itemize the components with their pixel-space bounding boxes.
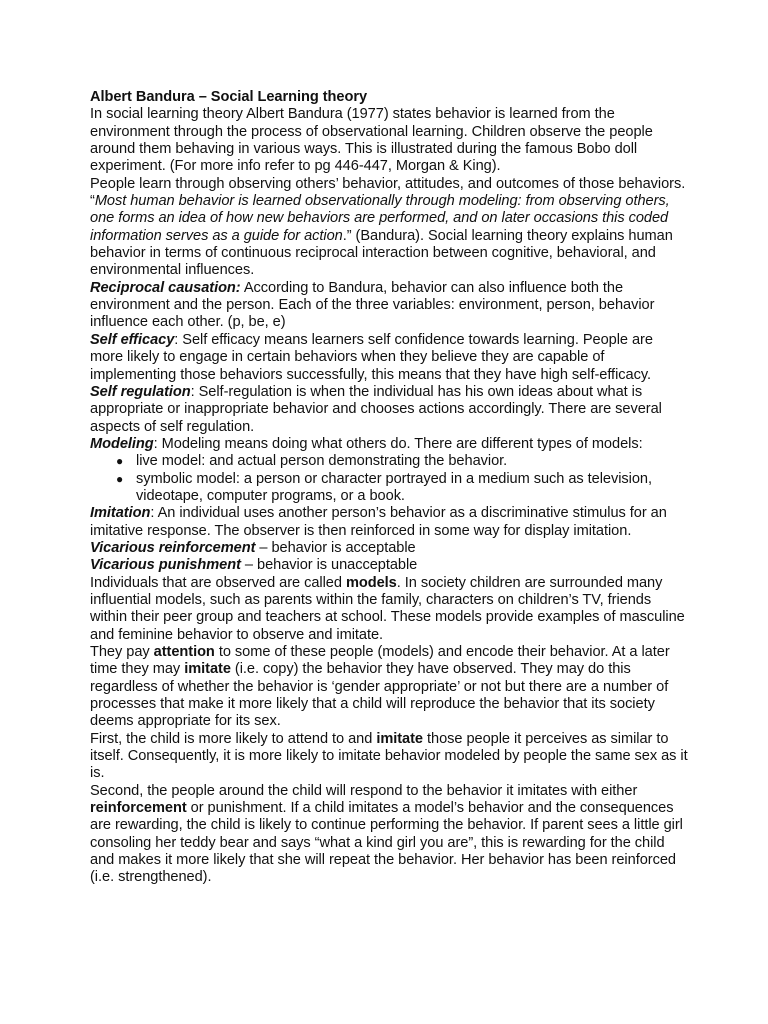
vicarious-punishment-term: Vicarious punishment — [90, 557, 241, 574]
vicarious-reinforcement-text: – behavior is acceptable — [255, 539, 416, 556]
models-keyword: models — [345, 574, 397, 591]
bandura-quote: Most human behavior is learned observationally through modeling: from observing others, one forms an idea of how new behaviors are performed, and on later occasions this coded information serves as a guide for action — [90, 193, 670, 244]
imitation-term: Imitation — [90, 505, 151, 522]
reciprocal-causation-text: According to Bandura, behavior can also influence both the environment and the person. Each of the three variables: environment, person, behavior influence each other. (p, be, e) — [90, 279, 655, 331]
imitation-text: : An individual uses another person’s behavior as a discriminative stimulus for an imitative response. The observer is then reinforced in some way for display imitation. — [90, 505, 667, 539]
attention-text-middle: to some of these people (models) and encode their behavior. At a later time they may — [90, 644, 670, 678]
second-point-text: Second, the people around the child will respond to the behavior it imitates with either — [90, 782, 638, 799]
vicarious-reinforcement-term: Vicarious reinforcement — [90, 539, 256, 556]
self-regulation-term: Self regulation — [90, 383, 191, 400]
vicarious-reinforcement-line — [90, 540, 688, 557]
attention-text: They pay — [90, 644, 154, 660]
intro-paragraph: In social learning theory Albert Bandura (1977) states behavior is learned from the environment through the process of observational learning. Children observe the people around them behaving in various ways. This is illustrated during the famous Bobo doll experiment. (For more info refer to pg 446-447, Morgan & King). — [90, 106, 653, 175]
reinforcement-keyword: reinforcement — [90, 800, 187, 817]
observational-learning-paragraph — [90, 176, 688, 280]
second-point-text-continued: or punishment. If a child imitates a model’s behavior and the consequences are rewarding, the child is likely to continue performing the behavior. If parent sees a little girl consoling her teddy bear and says “what a kind girl you are”, this is rewarding for the child and makes it more likely that she will repeat the behavior. Her behavior has been reinforced (i.e. strengthened). — [90, 800, 683, 886]
first-point-text: First, the child is more likely to attend to and — [90, 730, 377, 747]
imitate-keyword: imitate — [376, 730, 424, 747]
modeling-paragraph — [90, 436, 688, 453]
list-item — [90, 471, 688, 506]
self-efficacy-paragraph — [90, 332, 688, 384]
model-types-list — [90, 453, 688, 505]
observation-text-continued: .” (Bandura). Social learning theory explains human behavior in terms of continuous reciprocal interaction between cognitive, behavioral, and environmental influences. — [90, 227, 673, 279]
models-text-continued: . In society children are surrounded many influential models, such as parents within the family, characters on children’s TV, friends within their peer group and teachers at school. These models provide examples of masculine and feminine behavior to observe and imitate. — [90, 574, 685, 643]
list-item-text: live model: and actual person demonstrating the behavior. — [136, 453, 508, 470]
attention-keyword: attention — [153, 644, 215, 660]
observation-text: People learn through observing others’ behavior, attitudes, and outcomes of those behaviors. “ — [90, 175, 686, 210]
self-efficacy-text: : Self efficacy means learners self confidence towards learning. People are more likely to engage in certain behaviors when they believe they are capable of implementing those behaviors successfully, this means that they have high self-efficacy. — [90, 331, 653, 383]
modeling-term: Modeling — [90, 435, 154, 452]
first-point-text-continued: those people it perceives as similar to itself. Consequently, it is more likely to imitate behavior modeled by people the same sex as it is. — [90, 730, 688, 782]
attention-text-end: (i.e. copy) the behavior they have observed. They may do this regardless of whether the behavior is ‘gender appropriate’ or not but there are a number of processes that make it more likely that a child will reproduce the behavior that its society deems appropriate for its sex. — [90, 661, 669, 730]
models-text: Individuals that are observed are called — [90, 574, 346, 591]
attention-paragraph — [90, 644, 688, 731]
models-paragraph — [90, 575, 688, 644]
document-title: Albert Bandura – Social Learning theory — [90, 89, 368, 105]
bullet-icon: ● — [116, 454, 124, 469]
second-point-paragraph — [90, 783, 688, 887]
bullet-icon: ● — [116, 471, 124, 486]
list-item — [90, 453, 688, 470]
self-regulation-text: : Self-regulation is when the individual has his own ideas about what is appropriate or inappropriate behavior and chooses actions accordingly. There are several aspects of self regulation. — [90, 383, 662, 435]
list-item-text: symbolic model: a person or character portrayed in a medium such as television, videotape, computer programs, or a book. — [136, 470, 652, 504]
first-point-paragraph — [90, 731, 688, 783]
vicarious-punishment-line — [90, 557, 688, 574]
modeling-text: : Modeling means doing what others do. There are different types of models: — [153, 435, 643, 452]
reciprocal-causation-paragraph — [90, 280, 688, 332]
vicarious-punishment-text: – behavior is unacceptable — [240, 557, 418, 574]
self-regulation-paragraph — [90, 384, 688, 436]
reciprocal-causation-term: Reciprocal causation: — [90, 279, 241, 296]
imitate-keyword: imitate — [184, 661, 231, 678]
imitation-paragraph — [90, 505, 688, 540]
self-efficacy-term: Self efficacy — [90, 331, 175, 348]
